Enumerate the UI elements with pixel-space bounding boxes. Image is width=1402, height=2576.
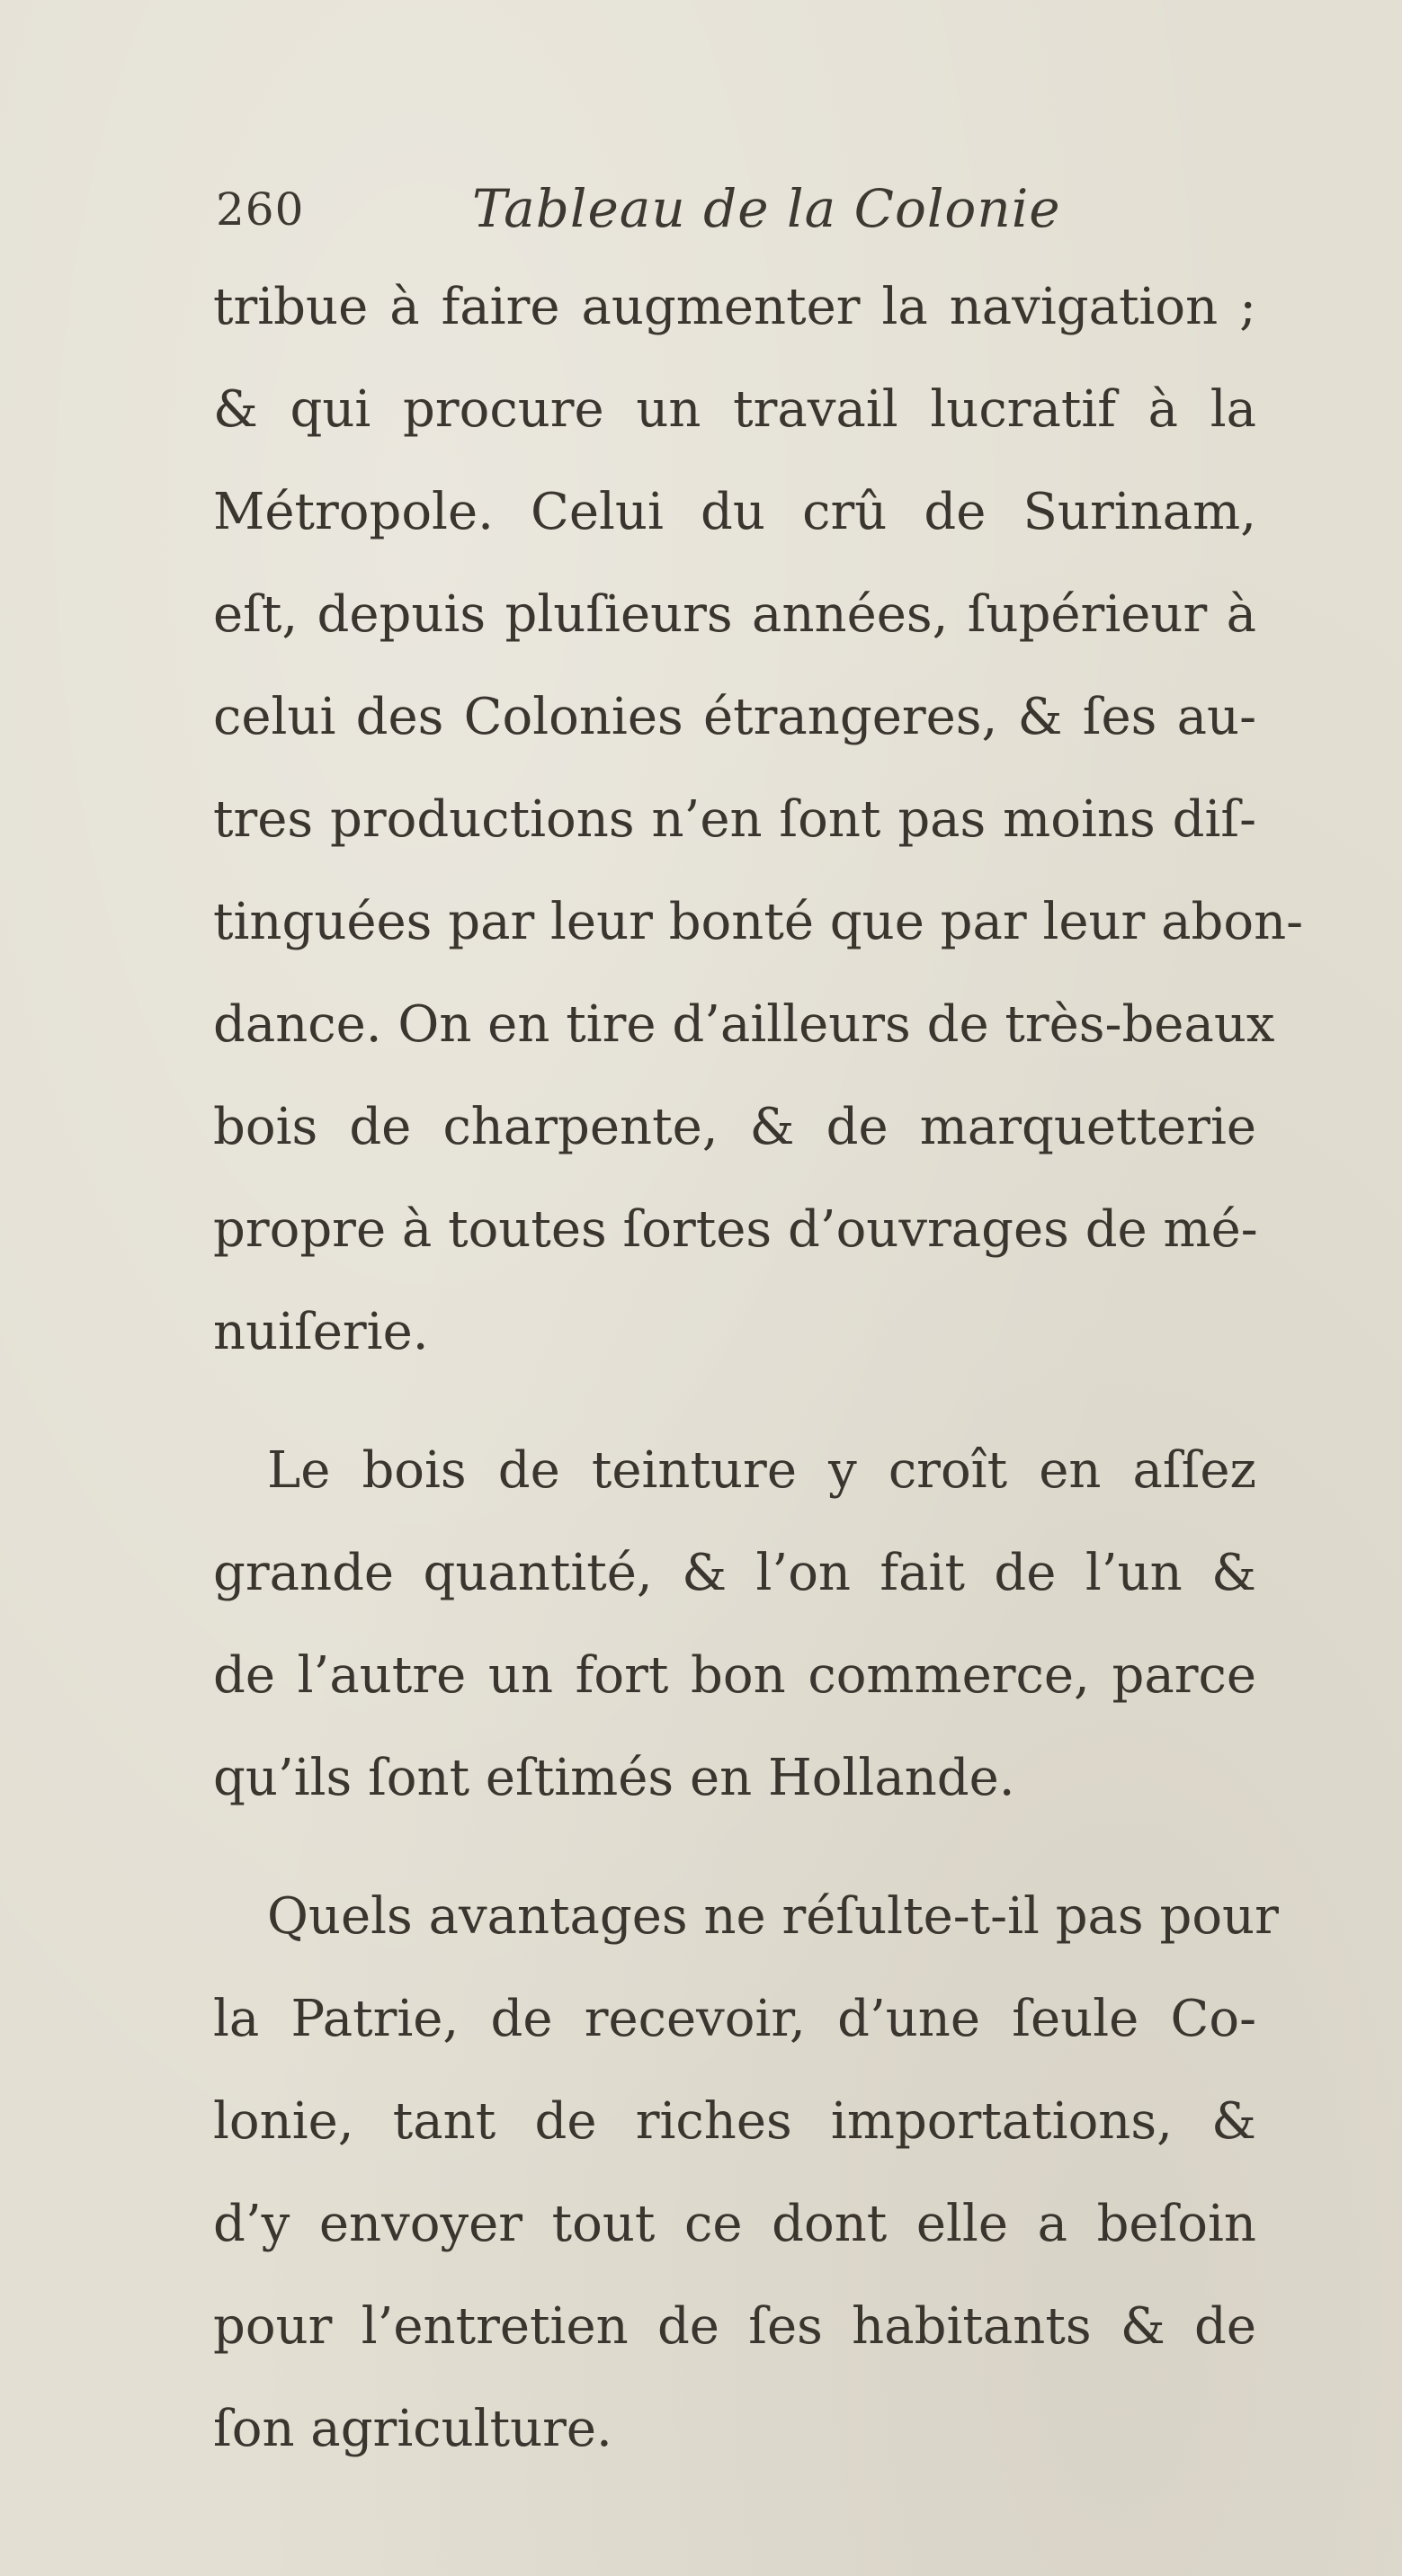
- text-line: tribue à faire augmenter la navigation ;: [213, 278, 1256, 336]
- paragraph-gap: [213, 1830, 1256, 1866]
- paragraph-3: [213, 1866, 1279, 2481]
- text-line: nuiſerie.: [213, 1303, 429, 1361]
- text-line: tinguées par leur bonté que par leur abon-: [213, 893, 1304, 951]
- text-line: la Patrie, de recevoir, d’une ſeule Co-: [213, 1990, 1256, 2048]
- text-line: Métropole. Celui du crû de Surinam,: [213, 483, 1256, 541]
- text-line: Le bois de teinture y croît en aſſez: [267, 1441, 1256, 1500]
- paragraph-2: [213, 1420, 1256, 1830]
- text-line: & qui procure un travail lucratif à la: [213, 380, 1256, 439]
- page-number: 260: [216, 183, 305, 236]
- text-line: grande quantité, & l’on fait de l’un &: [213, 1544, 1256, 1602]
- text-line: celui des Colonies étrangeres, & ſes au-: [213, 688, 1256, 746]
- text-line: ſon agriculture.: [213, 2400, 612, 2458]
- text-line: dance. On en tire d’ailleurs de très-beaux: [213, 995, 1275, 1054]
- text-line: Quels avantages ne réſulte-t-il pas pour: [267, 1887, 1279, 1946]
- paragraph-1: [213, 256, 1304, 1384]
- text-line: bois de charpente, & de marquetterie: [213, 1098, 1256, 1156]
- text-line: eſt, depuis pluſieurs années, ſupérieur à: [213, 585, 1256, 644]
- text-line: tres productions n’en ſont pas moins diſ-: [213, 790, 1256, 849]
- text-line: d’y envoyer tout ce dont elle a beſoin: [213, 2195, 1256, 2253]
- text-line: lonie, tant de riches importations, &: [213, 2092, 1256, 2151]
- text-line: pour l’entretien de ſes habitants & de: [213, 2297, 1256, 2356]
- body-text: [213, 256, 1304, 2481]
- text-line: de l’autre un fort bon commerce, parce: [213, 1646, 1256, 1705]
- page-header: [216, 173, 1277, 254]
- text-line: propre à toutes ſortes d’ouvrages de mé-: [213, 1200, 1258, 1259]
- running-title: Tableau de la Colonie: [472, 178, 1061, 239]
- text-line: qu’ils ſont eſtimés en Hollande.: [213, 1749, 1015, 1807]
- paragraph-gap: [213, 1384, 1256, 1420]
